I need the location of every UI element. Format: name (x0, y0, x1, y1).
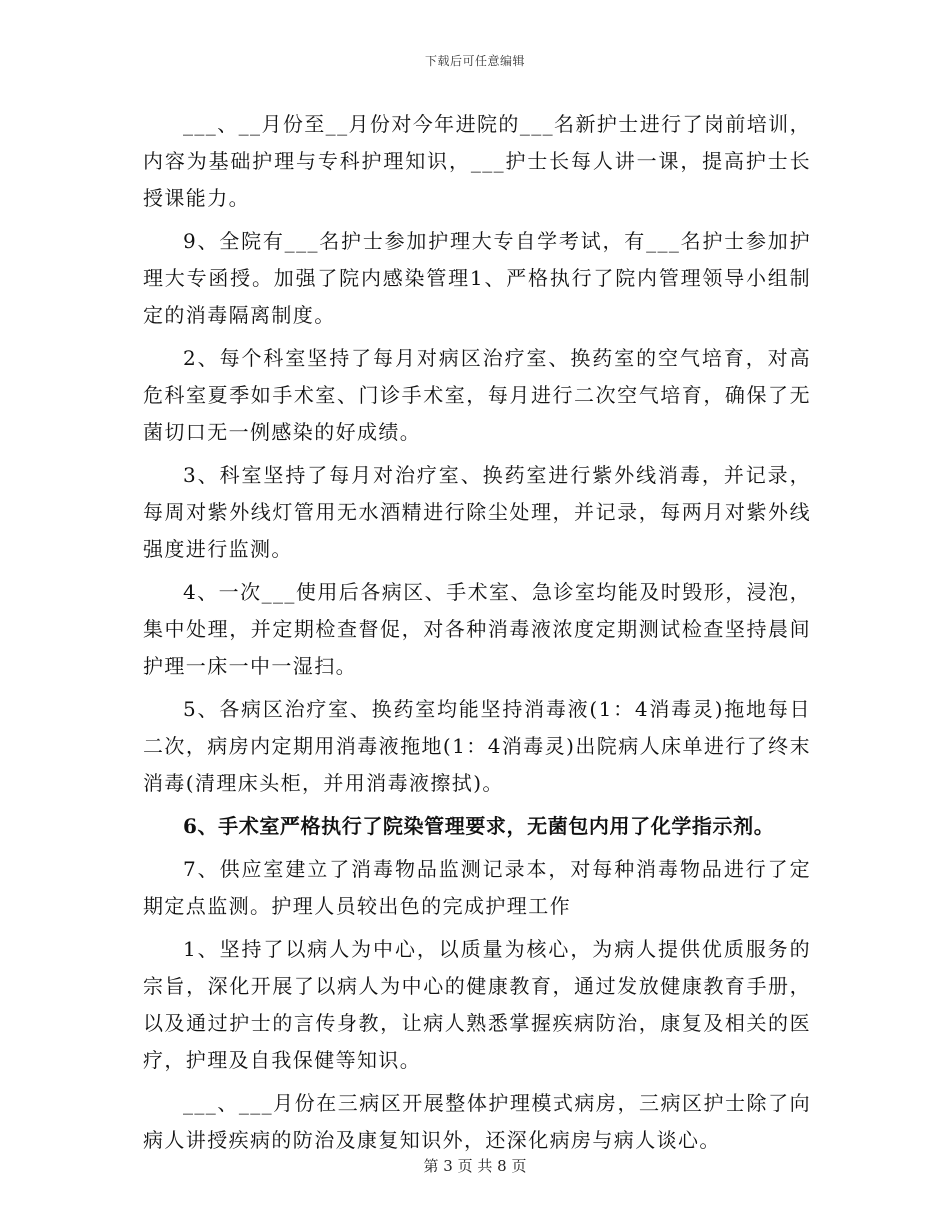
document-body (143, 106, 811, 1165)
paragraph: ___、__月份至__月份对今年进院的___名新护士进行了岗前培训，内容为基础护理与专科护理知识，___护士长每人讲一课，提高护士长授课能力。 (143, 112, 811, 210)
paragraph: 5、各病区治疗室、换药室均能坚持消毒液(1：4消毒灵)拖地每日二次，病房内定期用消毒液拖地(1：4消毒灵)出院病人床单进行了终末消毒(清理床头柜，并用消毒液擦拭)。 (143, 697, 811, 795)
paragraph: 4、一次___使用后各病区、手术室、急诊室均能及时毁形，浸泡，集中处理，并定期检查督促，对各种消毒液浓度定期测试检查坚持晨间护理一床一中一湿扫。 (143, 580, 811, 678)
paragraph: 3、科室坚持了每月对治疗室、换药室进行紫外线消毒，并记录，每周对紫外线灯管用无水酒精进行除尘处理，并记录，每两月对紫外线强度进行监测。 (143, 463, 811, 561)
paragraph: ___、___月份在三病区开展整体护理模式病房，三病区护士除了向病人讲授疾病的防治及康复知识外，还深化病房与病人谈心。 (143, 1091, 811, 1152)
paragraph: 7、供应室建立了消毒物品监测记录本，对每种消毒物品进行了定期定点监测。护理人员较出色的完成护理工作 (143, 857, 811, 918)
paragraph: 1、坚持了以病人为中心，以质量为核心，为病人提供优质服务的宗旨，深化开展了以病人为中心的健康教育，通过发放健康教育手册，以及通过护士的言传身教，让病人熟悉掌握疾病防治，康复及相关的医疗，护理及自我保健等知识。 (143, 937, 811, 1072)
page-number: 第 3 页 共 8 页 (423, 1157, 527, 1175)
page-header: 下载后可任意编辑 (424, 54, 525, 68)
paragraph: 9、全院有___名护士参加护理大专自学考试，有___名护士参加护理大专函授。加强了院内感染管理1、严格执行了院内管理领导小组制定的消毒隔离制度。 (143, 229, 811, 327)
paragraph-bold: 6、手术室严格执行了院染管理要求，无菌包内用了化学指示剂。 (183, 814, 775, 838)
paragraph: 2、每个科室坚持了每月对病区治疗室、换药室的空气培育，对高危科室夏季如手术室、门诊手术室，每月进行二次空气培育，确保了无菌切口无一例感染的好成绩。 (143, 346, 811, 444)
